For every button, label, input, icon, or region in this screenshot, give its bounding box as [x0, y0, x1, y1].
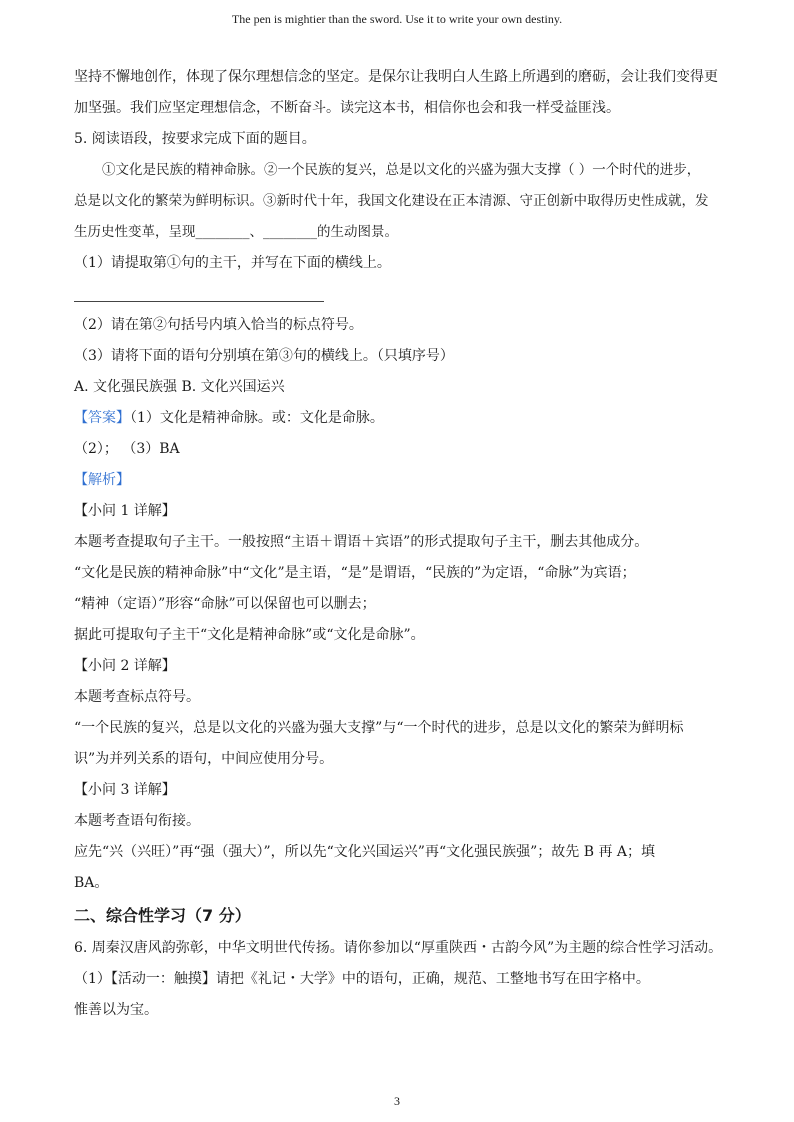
passage-line: 总是以文化的繁荣为鲜明标识。③新时代十年，我国文化建设在正本清源、守正创新中取得历史性成就，发: [74, 193, 709, 209]
document-body: [74, 62, 724, 1026]
detail-line: BA。: [74, 875, 109, 891]
sub-question-2: （2）请在第②句括号内填入恰当的标点符号。: [74, 317, 363, 333]
detail-line: “文化是民族的精神命脉”中“文化”是主语，“是”是谓语，“民族的”为定语，“命脉”为宾语；: [74, 565, 636, 581]
detail-3-tag: 【小问 3 详解】: [74, 782, 176, 798]
detail-line: “精神（定语）”形容“命脉”可以保留也可以删去；: [74, 596, 376, 612]
answer-blank-line: [74, 279, 724, 310]
detail-line: 识”为并列关系的语句，中间应使用分号。: [74, 751, 334, 767]
answer-text: （1）文化是精神命脉。或：文化是命脉。: [130, 410, 384, 426]
sub-question-1: （1）请提取第①句的主干，并写在下面的横线上。: [74, 255, 391, 271]
analysis-tag: 【解析】: [74, 472, 130, 488]
passage-line: ①文化是民族的精神命脉。②一个民族的复兴，总是以文化的兴盛为强大支撑（ ）一个时代的进步，: [102, 162, 701, 178]
detail-line: 本题考查提取句子主干。一般按照“主语＋谓语＋宾语”的形式提取句子主干，删去其他成分。: [74, 534, 649, 550]
sub-question-3: （3）请将下面的语句分别填在第③句的横线上。（只填序号）: [74, 348, 454, 364]
options-line: A. 文化强民族强 B. 文化兴国运兴: [74, 379, 285, 395]
question-6-activity: （1）【活动一：触摸】请把《礼记・大学》中的语句，正确，规范、工整地书写在田字格中。: [74, 971, 650, 987]
detail-1-tag: 【小问 1 详解】: [74, 503, 176, 519]
question-6-quote: 惟善以为宝。: [74, 1002, 158, 1018]
paragraph-line: 加坚强。我们应坚定理想信念，不断奋斗。读完这本书，相信你也会和我一样受益匪浅。: [74, 100, 620, 116]
question-5-title: 5. 阅读语段，按要求完成下面的题目。: [74, 131, 316, 147]
page-header-motto: The pen is mightier than the sword. Use it to write your own destiny.: [231, 12, 563, 26]
page-number: 3: [394, 1094, 400, 1108]
detail-line: 本题考查标点符号。: [74, 689, 200, 705]
detail-2-tag: 【小问 2 详解】: [74, 658, 176, 674]
answer-tag: 【答案】: [74, 410, 130, 426]
section-heading: 二、综合性学习（7 分）: [74, 906, 251, 925]
detail-line: “一个民族的复兴，总是以文化的兴盛为强大支撑”与“一个时代的进步，总是以文化的繁荣为鲜明标: [74, 720, 684, 736]
question-6-title: 6. 周秦汉唐风韵弥彰，中华文明世代传扬。请你参加以“厚重陕西・古韵今风”为主题的综合性学习活动。: [74, 940, 723, 956]
answer-line: [74, 403, 724, 434]
detail-line: 应先“兴（兴旺）”再“强（强大）”，所以先“文化兴国运兴”再“文化强民族强”；故先 B 再 A；填: [74, 844, 656, 860]
detail-line: 据此可提取句子主干“文化是精神命脉”或“文化是命脉”。: [74, 627, 425, 643]
paragraph-line: 坚持不懈地创作，体现了保尔理想信念的坚定。是保尔让我明白人生路上所遇到的磨砺，会让我们变得更: [74, 69, 718, 85]
answer-line: （2）； （3）BA: [74, 441, 180, 457]
detail-line: 本题考查语句衔接。: [74, 813, 200, 829]
blank-underline: [74, 287, 324, 302]
passage-line: 生历史性变革，呈现________、________的生动图景。: [74, 224, 398, 240]
